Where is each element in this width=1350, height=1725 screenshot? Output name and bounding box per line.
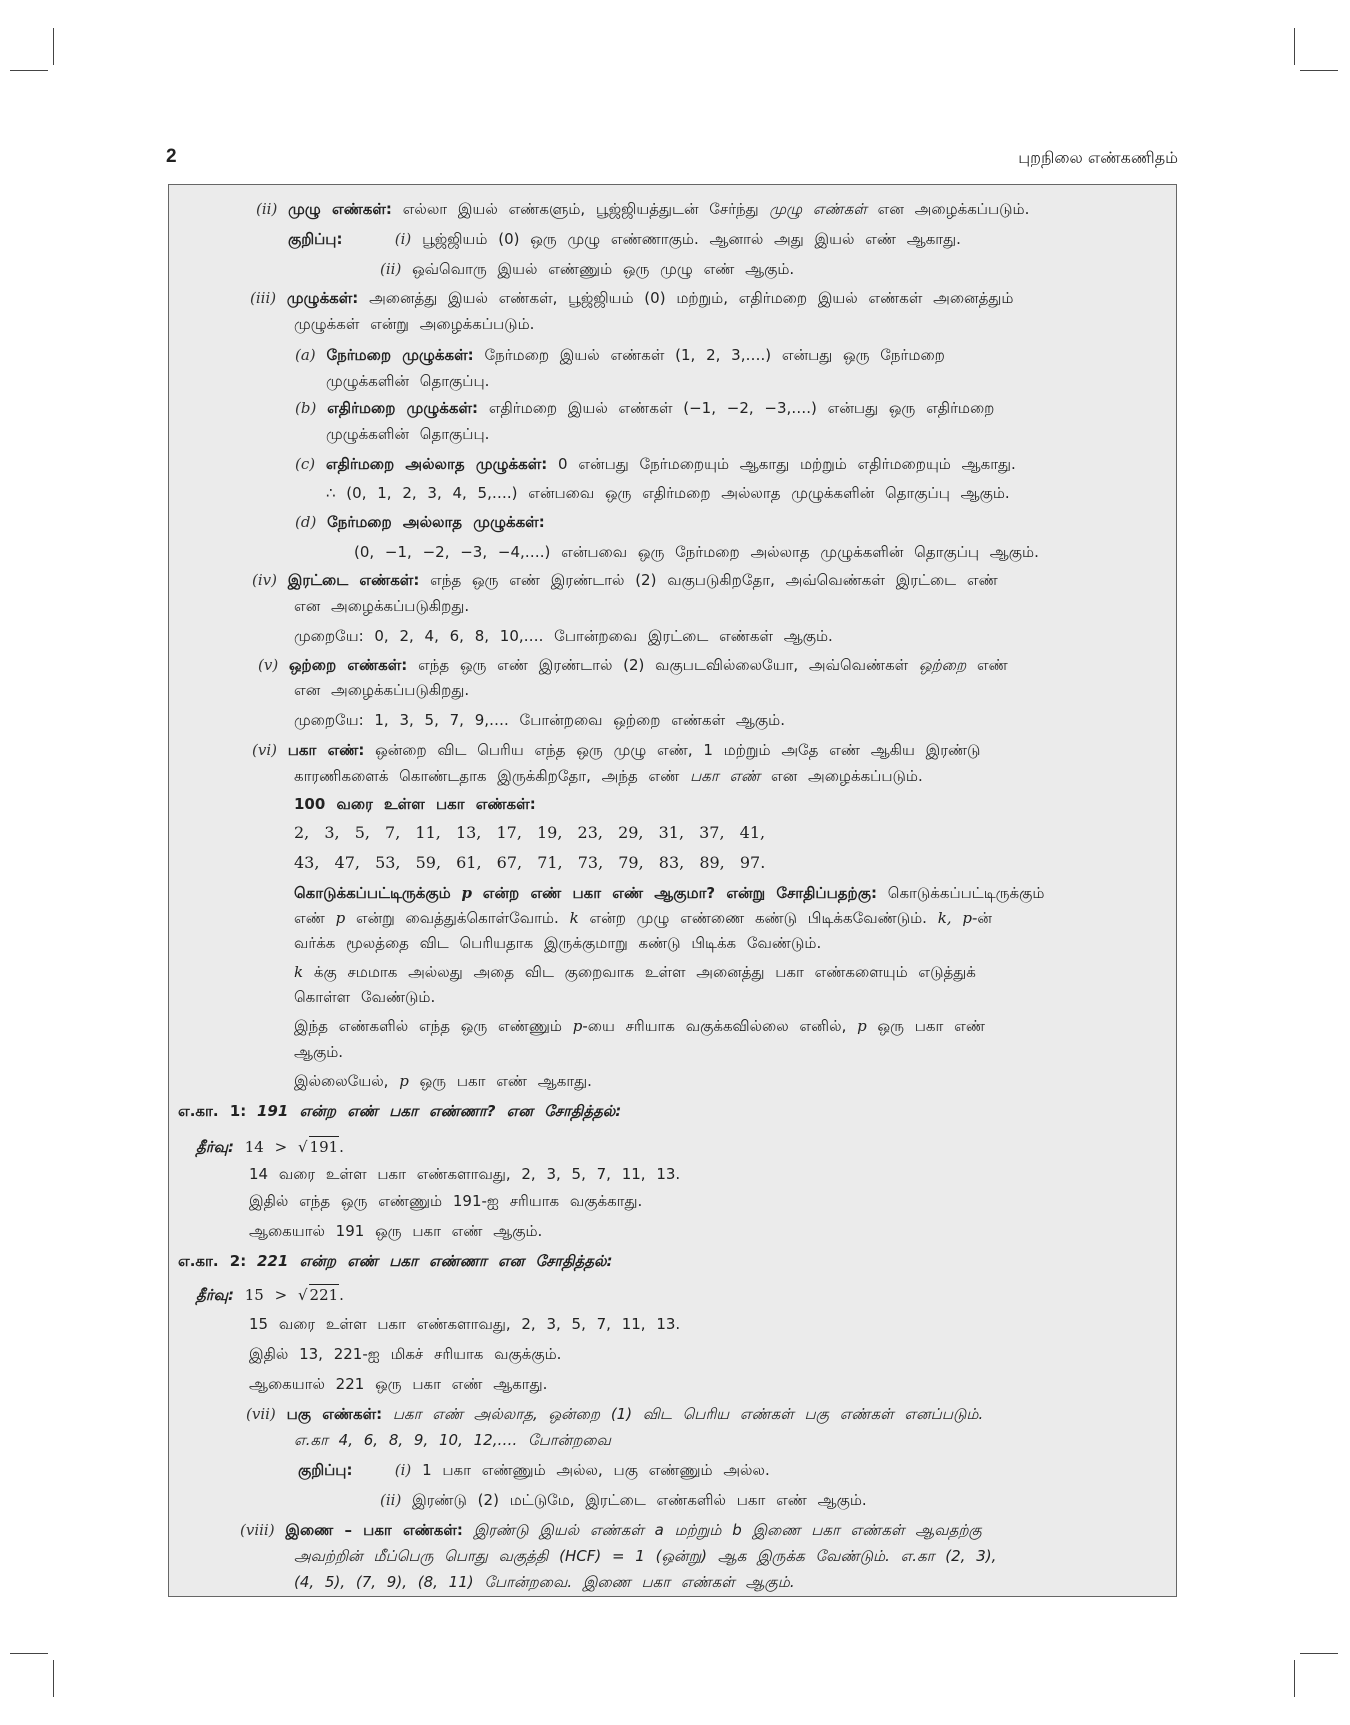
solution-line [196,1284,344,1305]
variable-k: k [569,909,579,927]
item-label: (c) [295,455,316,473]
variable-k: k [294,963,304,981]
text: (0, −1, −2, −3, −4,….) என்பவை ஒரு நேர்மறை அல்லாத முழுக்களின் தொகுப்பு ஆகும். [354,543,1039,561]
text-line [326,424,489,444]
radicand: 191 [309,1138,339,1156]
text-line [354,542,1039,562]
text-italic: ஒற்றை [918,656,967,674]
primes-list: 43, 47, 53, 59, 61, 67, 71, 73, 79, 83, 89, 97. [294,853,766,872]
text: க்கு சமமாக அல்லது அதை விட குறைவாக உள்ள அனைத்து பகா எண்களையும் எடுத்துக் [313,963,976,981]
text-italic: (4, 5), (7, 9), (8, 11) போன்றவை. இணை பகா எண்கள் ஆகும். [294,1573,795,1591]
text: 0 என்பது நேர்மறையும் ஆகாது மற்றும் எதிர்மறையும் ஆகாது. [558,455,1016,473]
text-line [294,908,992,928]
primes-row [294,823,765,843]
crop-mark [53,28,54,65]
text-line [249,1164,680,1184]
crop-mark [1294,1660,1295,1697]
item-label: (b) [295,399,317,417]
page-number: 2 [166,146,177,167]
text: அனைத்து இயல் எண்கள், பூஜ்ஜியம் (0) மற்றும், எதிர்மறை இயல் எண்கள் அனைத்தும் [369,289,1014,307]
text: என அழைக்கப்படும். [771,767,923,785]
text-line [294,1546,996,1566]
item-label: (ii) [380,1491,402,1509]
example-label: எ.கா. 2: [178,1252,247,1270]
text: எல்லா இயல் எண்களும், பூஜ்ஜியத்துடன் சேர்ந்து [402,200,759,218]
text: எண் [294,909,325,927]
crop-mark [1300,70,1338,71]
text: என அழைக்கப்படும். [877,200,1030,218]
text-line [294,1572,795,1592]
text: என்ற முழு எண்ணை கண்டு பிடிக்கவேண்டும். [589,909,927,927]
running-head: புறநிலை எண்கணிதம் [1018,148,1178,167]
heading: என்ற எண் பகா எண் ஆகுமா? என்று சோதிப்பதற்கு: [482,884,877,902]
text: எதிர்மறை இயல் எண்கள் (−1, −2, −3,….) என்பது ஒரு எதிர்மறை [488,399,995,417]
item-iv-line [252,570,998,590]
text: காரணிகளைக் கொண்டதாக இருக்கிறதோ, அந்த எண் [294,767,680,785]
text: 15 வரை உள்ள பகா எண்களாவது, 2, 3, 5, 7, 11, 13. [249,1315,681,1333]
test-heading-line [294,883,1044,903]
text: இதில் 13, 221-ஐ மிகச் சரியாக வகுக்கும். [249,1345,562,1363]
sub-c-line [295,454,1016,474]
text: எண் [976,656,1008,674]
item-ii-line [256,199,1141,219]
text: ஆகும். [294,1043,344,1061]
variable-p: p [572,1017,583,1035]
text-line [294,987,435,1007]
text-line [249,1314,680,1334]
item-label: (iv) [252,571,277,589]
text: -யை சரியாக வகுக்கவில்லை எனில், [582,1017,847,1035]
sqrt-icon: √ [297,1138,308,1156]
item-label: (viii) [240,1521,275,1539]
math: . [339,1138,344,1156]
text-line [294,962,976,982]
item-viii-line [240,1520,982,1540]
example-label: எ.கா. 1: [178,1102,247,1120]
term: முழு எண்கள்: [288,200,392,218]
term: ஒற்றை எண்கள்: [288,656,408,674]
text-italic: அவற்றின் மீப்பெரு பொது வகுத்தி (HCF) = 1 (ஒன்று) ஆக இருக்க வேண்டும். எ.கா (2, 3), [294,1547,997,1565]
text: நேர்மறை இயல் எண்கள் (1, 2, 3,….) என்பது ஒரு நேர்மறை [484,346,945,364]
item-label: (i) [394,230,412,248]
text: ஒரு பகா எண் [877,1017,985,1035]
text-line [294,766,923,786]
text-line [326,371,489,391]
note-line [288,229,961,249]
text: பூஜ்ஜியம் (0) ஒரு முழு எண்ணாகும். ஆனால் அது இயல் எண் ஆகாது. [422,230,961,248]
crop-mark [1294,28,1295,65]
text-line [294,626,833,646]
text-line [249,1344,561,1364]
text: முழுக்களின் தொகுப்பு. [326,425,490,443]
note-label: குறிப்பு: [298,1461,353,1479]
text-line [294,1042,343,1062]
variable-p: p [857,1017,867,1035]
item-label: (vii) [246,1405,276,1423]
solution-label: தீர்வு: [196,1286,234,1304]
term: நேர்மறை முழுக்கள்: [326,346,474,364]
math: . [339,1286,344,1304]
item-label: (iii) [250,289,277,307]
item-iii-line [250,288,1013,308]
note-label: குறிப்பு: [288,230,343,248]
heading: கொடுக்கப்பட்டிருக்கும் [294,884,451,902]
solution-label: தீர்வு: [196,1138,234,1156]
variable-k: k, [937,909,952,927]
text: -ன் [971,909,992,927]
text: ஒவ்வொரு இயல் எண்ணும் ஒரு முழு எண் ஆகும். [412,260,795,278]
text: ஒரு பகா எண் ஆகாது. [419,1072,592,1090]
text: முழுக்களின் தொகுப்பு. [326,372,490,390]
variable-p: p [461,884,472,902]
text-line [294,1016,985,1036]
text: கொள்ள வேண்டும். [294,988,436,1006]
math: 15 > [244,1286,288,1304]
item-vii-line [246,1404,983,1424]
variable-p: p [399,1072,409,1090]
term: இணை – பகா எண்கள்: [285,1521,463,1539]
heading: 100 வரை உள்ள பகா எண்கள்: [294,795,536,813]
term: எதிர்மறை முழுக்கள்: [327,399,479,417]
radicand: 221 [309,1286,339,1304]
note-line [380,1490,867,1510]
text-line [249,1221,542,1241]
term: முழுக்கள்: [286,289,359,307]
text-italic: பகா எண் அல்லாத, ஒன்றை (1) விட பெரிய எண்கள் பகு எண்கள் எனப்படும். [392,1405,984,1423]
text: 1 பகா எண்ணும் அல்ல, பகு எண்ணும் அல்ல. [422,1461,770,1479]
text: எந்த ஒரு எண் இரண்டால் (2) வகுபடுகிறதோ, அவ்வெண்கள் இரட்டை எண் [430,571,998,589]
text-line [294,596,469,616]
text: எந்த ஒரு எண் இரண்டால் (2) வகுபடவில்லையோ, அவ்வெண்கள் [418,656,909,674]
item-label: (d) [295,513,317,531]
crop-mark [10,70,48,71]
variable-p: p [962,909,972,927]
example-2-title [178,1251,613,1271]
text-line [294,710,785,730]
text: முறையே: 0, 2, 4, 6, 8, 10,…. போன்றவை இரட்டை எண்கள் ஆகும். [294,627,833,645]
text-line [294,680,469,700]
crop-mark [10,1653,48,1654]
note-line [298,1460,770,1480]
text: இல்லையேல், [294,1072,389,1090]
example-1-title [178,1101,621,1121]
text-italic: இரண்டு இயல் எண்கள் a மற்றும் b இணை பகா எண்கள் ஆவதற்கு [473,1521,982,1539]
sqrt-icon: √ [297,1286,308,1304]
text: முழுக்கள் என்று அழைக்கப்படும். [294,315,535,333]
text-italic: முழு எண்கள் [769,200,867,218]
text-line [326,483,1010,503]
text: என்று வைத்துக்கொள்வோம். [355,909,559,927]
term: எதிர்மறை அல்லாத முழுக்கள்: [325,455,548,473]
crop-mark [53,1660,54,1697]
text: ஆகையால் 191 ஒரு பகா எண் ஆகும். [249,1222,543,1240]
text-italic: பகா எண் [690,767,761,785]
text: என அழைக்கப்படுகிறது. [294,597,470,615]
solution-line [196,1136,344,1157]
example-title: 191 என்ற எண் பகா எண்ணா? என சோதித்தல்: [256,1102,622,1120]
text: 14 வரை உள்ள பகா எண்களாவது, 2, 3, 5, 7, 11, 13. [249,1165,681,1183]
item-vi-line [252,740,980,760]
item-label: (v) [258,656,279,674]
term: பகா எண்: [287,741,365,759]
crop-mark [1300,1653,1338,1654]
text-line [294,1071,592,1091]
text: என அழைக்கப்படுகிறது. [294,681,470,699]
item-label: (a) [295,346,316,364]
text-line [249,1374,547,1394]
item-label: (ii) [380,260,402,278]
math: 14 > [244,1138,288,1156]
note-line [380,259,794,279]
variable-p: p [335,909,346,927]
text-line [294,314,534,334]
text-line [294,1430,611,1450]
text: முறையே: 1, 3, 5, 7, 9,…. போன்றவை ஒற்றை எண்கள் ஆகும். [294,711,785,729]
text: ∴ (0, 1, 2, 3, 4, 5,….) என்பவை ஒரு எதிர்மறை அல்லாத முழுக்களின் தொகுப்பு ஆகும். [326,484,1010,502]
text: இந்த எண்களில் எந்த ஒரு எண்ணும் [294,1017,562,1035]
term: பகு எண்கள்: [286,1405,383,1423]
sub-b-line [295,398,994,418]
text: இரண்டு (2) மட்டுமே, இரட்டை எண்களில் பகா எண் ஆகும். [412,1491,867,1509]
primes-heading [294,794,536,814]
term: இரட்டை எண்கள்: [287,571,420,589]
item-label: (vi) [252,741,277,759]
item-v-line [258,655,1008,675]
example-title: 221 என்ற எண் பகா எண்ணா என சோதித்தல்: [256,1252,613,1270]
text-line [294,933,821,953]
text-italic: எ.கா 4, 6, 8, 9, 10, 12,…. போன்றவை [294,1431,611,1449]
text: கொடுக்கப்பட்டிருக்கும் [887,884,1045,902]
text: வர்க்க மூலத்தை விட பெரியதாக இருக்குமாறு கண்டு பிடிக்க வேண்டும். [294,934,822,952]
text: ஒன்றை விட பெரிய எந்த ஒரு முழு எண், 1 மற்றும் அதே எண் ஆகிய இரண்டு [375,741,981,759]
sub-d-line [295,512,545,532]
primes-row [294,853,765,873]
text: ஆகையால் 221 ஒரு பகா எண் ஆகாது. [249,1375,548,1393]
term: நேர்மறை அல்லாத முழுக்கள்: [327,513,545,531]
sub-a-line [295,345,945,365]
text: இதில் எந்த ஒரு எண்ணும் 191-ஐ சரியாக வகுக்காது. [249,1192,643,1210]
item-label: (i) [394,1461,412,1479]
text-line [249,1191,642,1211]
primes-list: 2, 3, 5, 7, 11, 13, 17, 19, 23, 29, 31, 37, 41, [294,823,766,842]
item-label: (ii) [256,200,278,218]
